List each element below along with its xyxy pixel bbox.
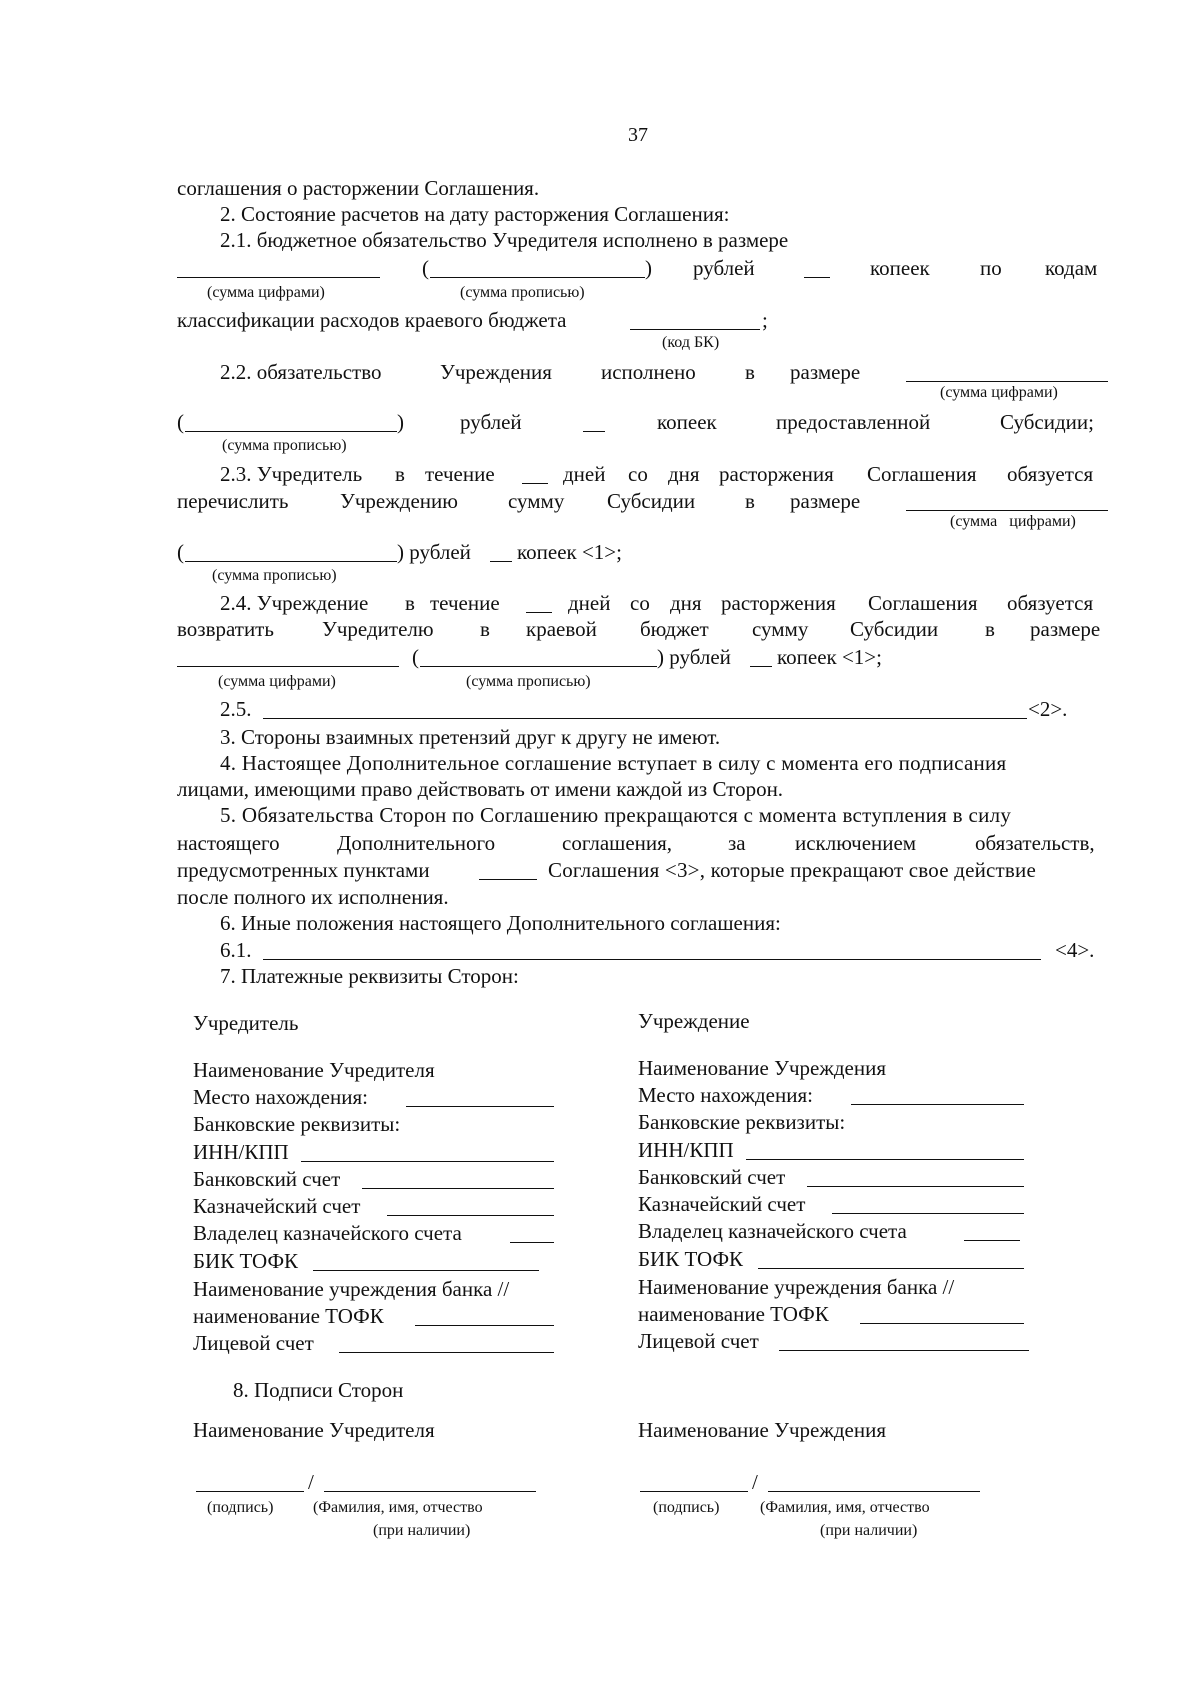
text-fragment: ( xyxy=(177,540,184,564)
blank-line xyxy=(583,431,605,432)
blank-line xyxy=(177,666,399,667)
text-fragment: ( xyxy=(177,410,184,434)
blank-line xyxy=(804,277,830,278)
text-fragment: дня xyxy=(670,591,702,615)
text-fragment: обязуется xyxy=(1007,462,1094,486)
text-line: лицами, имеющими право действовать от имени каждой из Сторон. xyxy=(177,777,784,801)
text-fragment: Соглашения xyxy=(867,462,977,486)
text-fragment: <2>. xyxy=(1028,697,1068,721)
text-fragment: ( xyxy=(422,256,429,280)
field-caption: (сумма цифрами) xyxy=(218,673,336,690)
signature-slash: / xyxy=(752,1470,758,1494)
right-personal-account: Лицевой счет xyxy=(638,1329,759,1353)
text-fragment: Учреждения xyxy=(440,360,552,384)
text-fragment: Соглашения <3>, которые прекращают свое действие xyxy=(548,858,1037,882)
text-fragment: размере xyxy=(1030,617,1101,641)
blank-line xyxy=(430,277,645,278)
right-bank-details: Банковские реквизиты: xyxy=(638,1110,846,1134)
text-fragment: рублей xyxy=(460,410,522,434)
left-bank-name-2: наименование ТОФК xyxy=(193,1304,384,1328)
text-fragment: копеек xyxy=(870,256,930,280)
text-fragment: 2.3. Учредитель xyxy=(220,462,363,486)
right-treasury-account: Казначейский счет xyxy=(638,1192,806,1216)
text-fragment: копеек xyxy=(657,410,717,434)
text-fragment: перечислить xyxy=(177,489,289,513)
right-bik: БИК ТОФК xyxy=(638,1247,744,1271)
right-inn: ИНН/КПП xyxy=(638,1138,734,1162)
text-fragment: предусмотренных пунктами xyxy=(177,858,430,882)
text-fragment: сумму xyxy=(752,617,809,641)
signature-line xyxy=(196,1491,304,1492)
text-fragment: по xyxy=(980,256,1002,280)
left-treasury-account: Казначейский счет xyxy=(193,1194,361,1218)
text-fragment: ) xyxy=(397,410,404,434)
blank-line xyxy=(779,1350,1029,1351)
signature-line xyxy=(640,1491,748,1492)
text-fragment: расторжения xyxy=(719,462,834,486)
right-bank-name: Наименование учреждения банка // xyxy=(638,1275,955,1299)
fio-line xyxy=(324,1491,536,1492)
text-fragment: в xyxy=(480,617,490,641)
text-fragment: в xyxy=(395,462,405,486)
left-location: Место нахождения: xyxy=(193,1085,368,1109)
blank-line xyxy=(630,329,760,330)
text-fragment: в xyxy=(405,591,415,615)
blank-line xyxy=(490,561,512,562)
right-location: Место нахождения: xyxy=(638,1083,813,1107)
text-fragment: ) рублей xyxy=(397,540,471,564)
text-fragment: Субсидии xyxy=(850,617,939,641)
text-fragment: в xyxy=(745,489,755,513)
text-fragment: дней xyxy=(563,462,606,486)
text-fragment: бюджет xyxy=(640,617,709,641)
blank-line xyxy=(479,879,537,880)
blank-line xyxy=(406,1106,554,1107)
blank-line xyxy=(177,277,380,278)
blank-line xyxy=(313,1270,539,1271)
text-fragment: 2.5. xyxy=(220,697,252,721)
text-line: классификации расходов краевого бюджета xyxy=(177,308,567,332)
left-signature-name: Наименование Учредителя xyxy=(193,1418,435,1442)
text-fragment: дней xyxy=(568,591,611,615)
text-line: 2. Состояние расчетов на дату расторжения Соглашения: xyxy=(220,202,730,226)
field-caption: (сумма прописью) xyxy=(222,437,347,454)
text-fragment: предоставленной xyxy=(776,410,931,434)
text-fragment: за xyxy=(728,831,746,855)
blank-line xyxy=(860,1323,1024,1324)
text-fragment: ( xyxy=(412,645,419,669)
text-fragment: настоящего xyxy=(177,831,280,855)
text-fragment: исполнено xyxy=(601,360,696,384)
page-number: 37 xyxy=(628,124,648,146)
text-fragment: в xyxy=(985,617,995,641)
fio-caption-2: (при наличии) xyxy=(373,1522,471,1539)
text-fragment: Учредителю xyxy=(322,617,434,641)
blank-line xyxy=(851,1104,1024,1105)
text-fragment: в xyxy=(745,360,755,384)
text-fragment: копеек <1>; xyxy=(777,645,882,669)
text-fragment: Соглашения xyxy=(868,591,978,615)
field-caption: (сумма прописью) xyxy=(460,284,585,301)
left-name: Наименование Учредителя xyxy=(193,1058,435,1082)
blank-line xyxy=(387,1215,554,1216)
blank-line xyxy=(510,1242,554,1243)
signature-caption: (подпись) xyxy=(207,1499,274,1516)
left-bank-name: Наименование учреждения банка // xyxy=(193,1277,510,1301)
text-line: 7. Платежные реквизиты Сторон: xyxy=(220,964,519,988)
blank-line xyxy=(339,1352,554,1353)
text-fragment: со xyxy=(630,591,650,615)
blank-line xyxy=(746,1159,1024,1160)
blank-line xyxy=(362,1188,554,1189)
left-inn: ИНН/КПП xyxy=(193,1140,289,1164)
right-bank-account: Банковский счет xyxy=(638,1165,786,1189)
text-fragment: дня xyxy=(668,462,700,486)
text-line: 4. Настоящее Дополнительное соглашение вступает в силу с момента его подписания xyxy=(220,751,1007,775)
right-name: Наименование Учреждения xyxy=(638,1056,886,1080)
text-fragment: течение xyxy=(430,591,500,615)
signature-slash: / xyxy=(308,1470,314,1494)
blank-line xyxy=(185,561,397,562)
text-fragment: размере xyxy=(790,360,861,384)
text-fragment: краевой xyxy=(526,617,597,641)
right-heading: Учреждение xyxy=(638,1009,750,1033)
field-caption: (сумма цифрами) xyxy=(950,513,1076,530)
fio-caption-2: (при наличии) xyxy=(820,1522,918,1539)
text-fragment: 2.4. Учреждение xyxy=(220,591,369,615)
left-treasury-owner: Владелец казначейского счета xyxy=(193,1221,462,1245)
right-signature-name: Наименование Учреждения xyxy=(638,1418,886,1442)
text-fragment: Дополнительного xyxy=(337,831,496,855)
blank-line xyxy=(906,510,1108,511)
field-caption: (код БК) xyxy=(662,334,720,351)
text-line: 6. Иные положения настоящего Дополнительного соглашения: xyxy=(220,911,781,935)
text-fragment: размере xyxy=(790,489,861,513)
blank-line xyxy=(263,959,1041,960)
text-fragment: ; xyxy=(762,308,768,332)
text-fragment: исключением xyxy=(795,831,917,855)
signature-caption: (подпись) xyxy=(653,1499,720,1516)
fio-line xyxy=(768,1491,980,1492)
text-fragment: ) рублей xyxy=(657,645,731,669)
blank-line xyxy=(526,612,552,613)
text-fragment: Субсидии xyxy=(607,489,696,513)
text-line: 5. Обязательства Сторон по Соглашению прекращаются с момента вступления в силу xyxy=(220,803,1012,827)
blank-line xyxy=(758,1268,1024,1269)
text-line: 3. Стороны взаимных претензий друг к другу не имеют. xyxy=(220,725,721,749)
text-fragment: <4>. xyxy=(1055,938,1095,962)
fio-caption: (Фамилия, имя, отчество xyxy=(313,1499,483,1516)
blank-line xyxy=(750,666,772,667)
blank-line xyxy=(263,718,1027,719)
blank-line xyxy=(185,431,397,432)
signatures-heading: 8. Подписи Сторон xyxy=(233,1378,404,1402)
text-fragment: копеек <1>; xyxy=(517,540,622,564)
text-fragment: Субсидии; xyxy=(1000,410,1094,434)
blank-line xyxy=(301,1161,554,1162)
text-line: соглашения о расторжении Соглашения. xyxy=(177,176,540,200)
field-caption: (сумма прописью) xyxy=(212,567,337,584)
blank-line xyxy=(415,1325,554,1326)
text-fragment: 2.2. обязательство xyxy=(220,360,382,384)
text-fragment: сумму xyxy=(508,489,565,513)
text-fragment: Учреждению xyxy=(340,489,458,513)
fio-caption: (Фамилия, имя, отчество xyxy=(760,1499,930,1516)
field-caption: (сумма прописью) xyxy=(466,673,591,690)
text-fragment: обязательств, xyxy=(975,831,1095,855)
blank-line xyxy=(522,483,548,484)
text-fragment: возвратить xyxy=(177,617,274,641)
left-bank-account: Банковский счет xyxy=(193,1167,341,1191)
blank-line xyxy=(420,666,657,667)
text-fragment: соглашения, xyxy=(562,831,673,855)
text-fragment: обязуется xyxy=(1007,591,1094,615)
left-personal-account: Лицевой счет xyxy=(193,1331,314,1355)
blank-line xyxy=(964,1240,1020,1241)
text-fragment: 6.1. xyxy=(220,938,252,962)
blank-line xyxy=(832,1213,1024,1214)
text-fragment: расторжения xyxy=(721,591,836,615)
blank-line xyxy=(906,381,1108,382)
text-fragment: со xyxy=(628,462,648,486)
left-heading: Учредитель xyxy=(193,1011,299,1035)
right-treasury-owner: Владелец казначейского счета xyxy=(638,1219,907,1243)
text-fragment: рублей xyxy=(693,256,755,280)
field-caption: (сумма цифрами) xyxy=(207,284,325,301)
right-bank-name-2: наименование ТОФК xyxy=(638,1302,829,1326)
text-line: 2.1. бюджетное обязательство Учредителя исполнено в размере xyxy=(220,228,789,252)
text-fragment: кодам xyxy=(1045,256,1098,280)
field-caption: (сумма цифрами) xyxy=(940,384,1058,401)
left-bik: БИК ТОФК xyxy=(193,1249,299,1273)
text-fragment: течение xyxy=(425,462,495,486)
text-fragment: ) xyxy=(645,256,652,280)
text-line: после полного их исполнения. xyxy=(177,885,449,909)
blank-line xyxy=(807,1186,1024,1187)
left-bank-details: Банковские реквизиты: xyxy=(193,1112,401,1136)
